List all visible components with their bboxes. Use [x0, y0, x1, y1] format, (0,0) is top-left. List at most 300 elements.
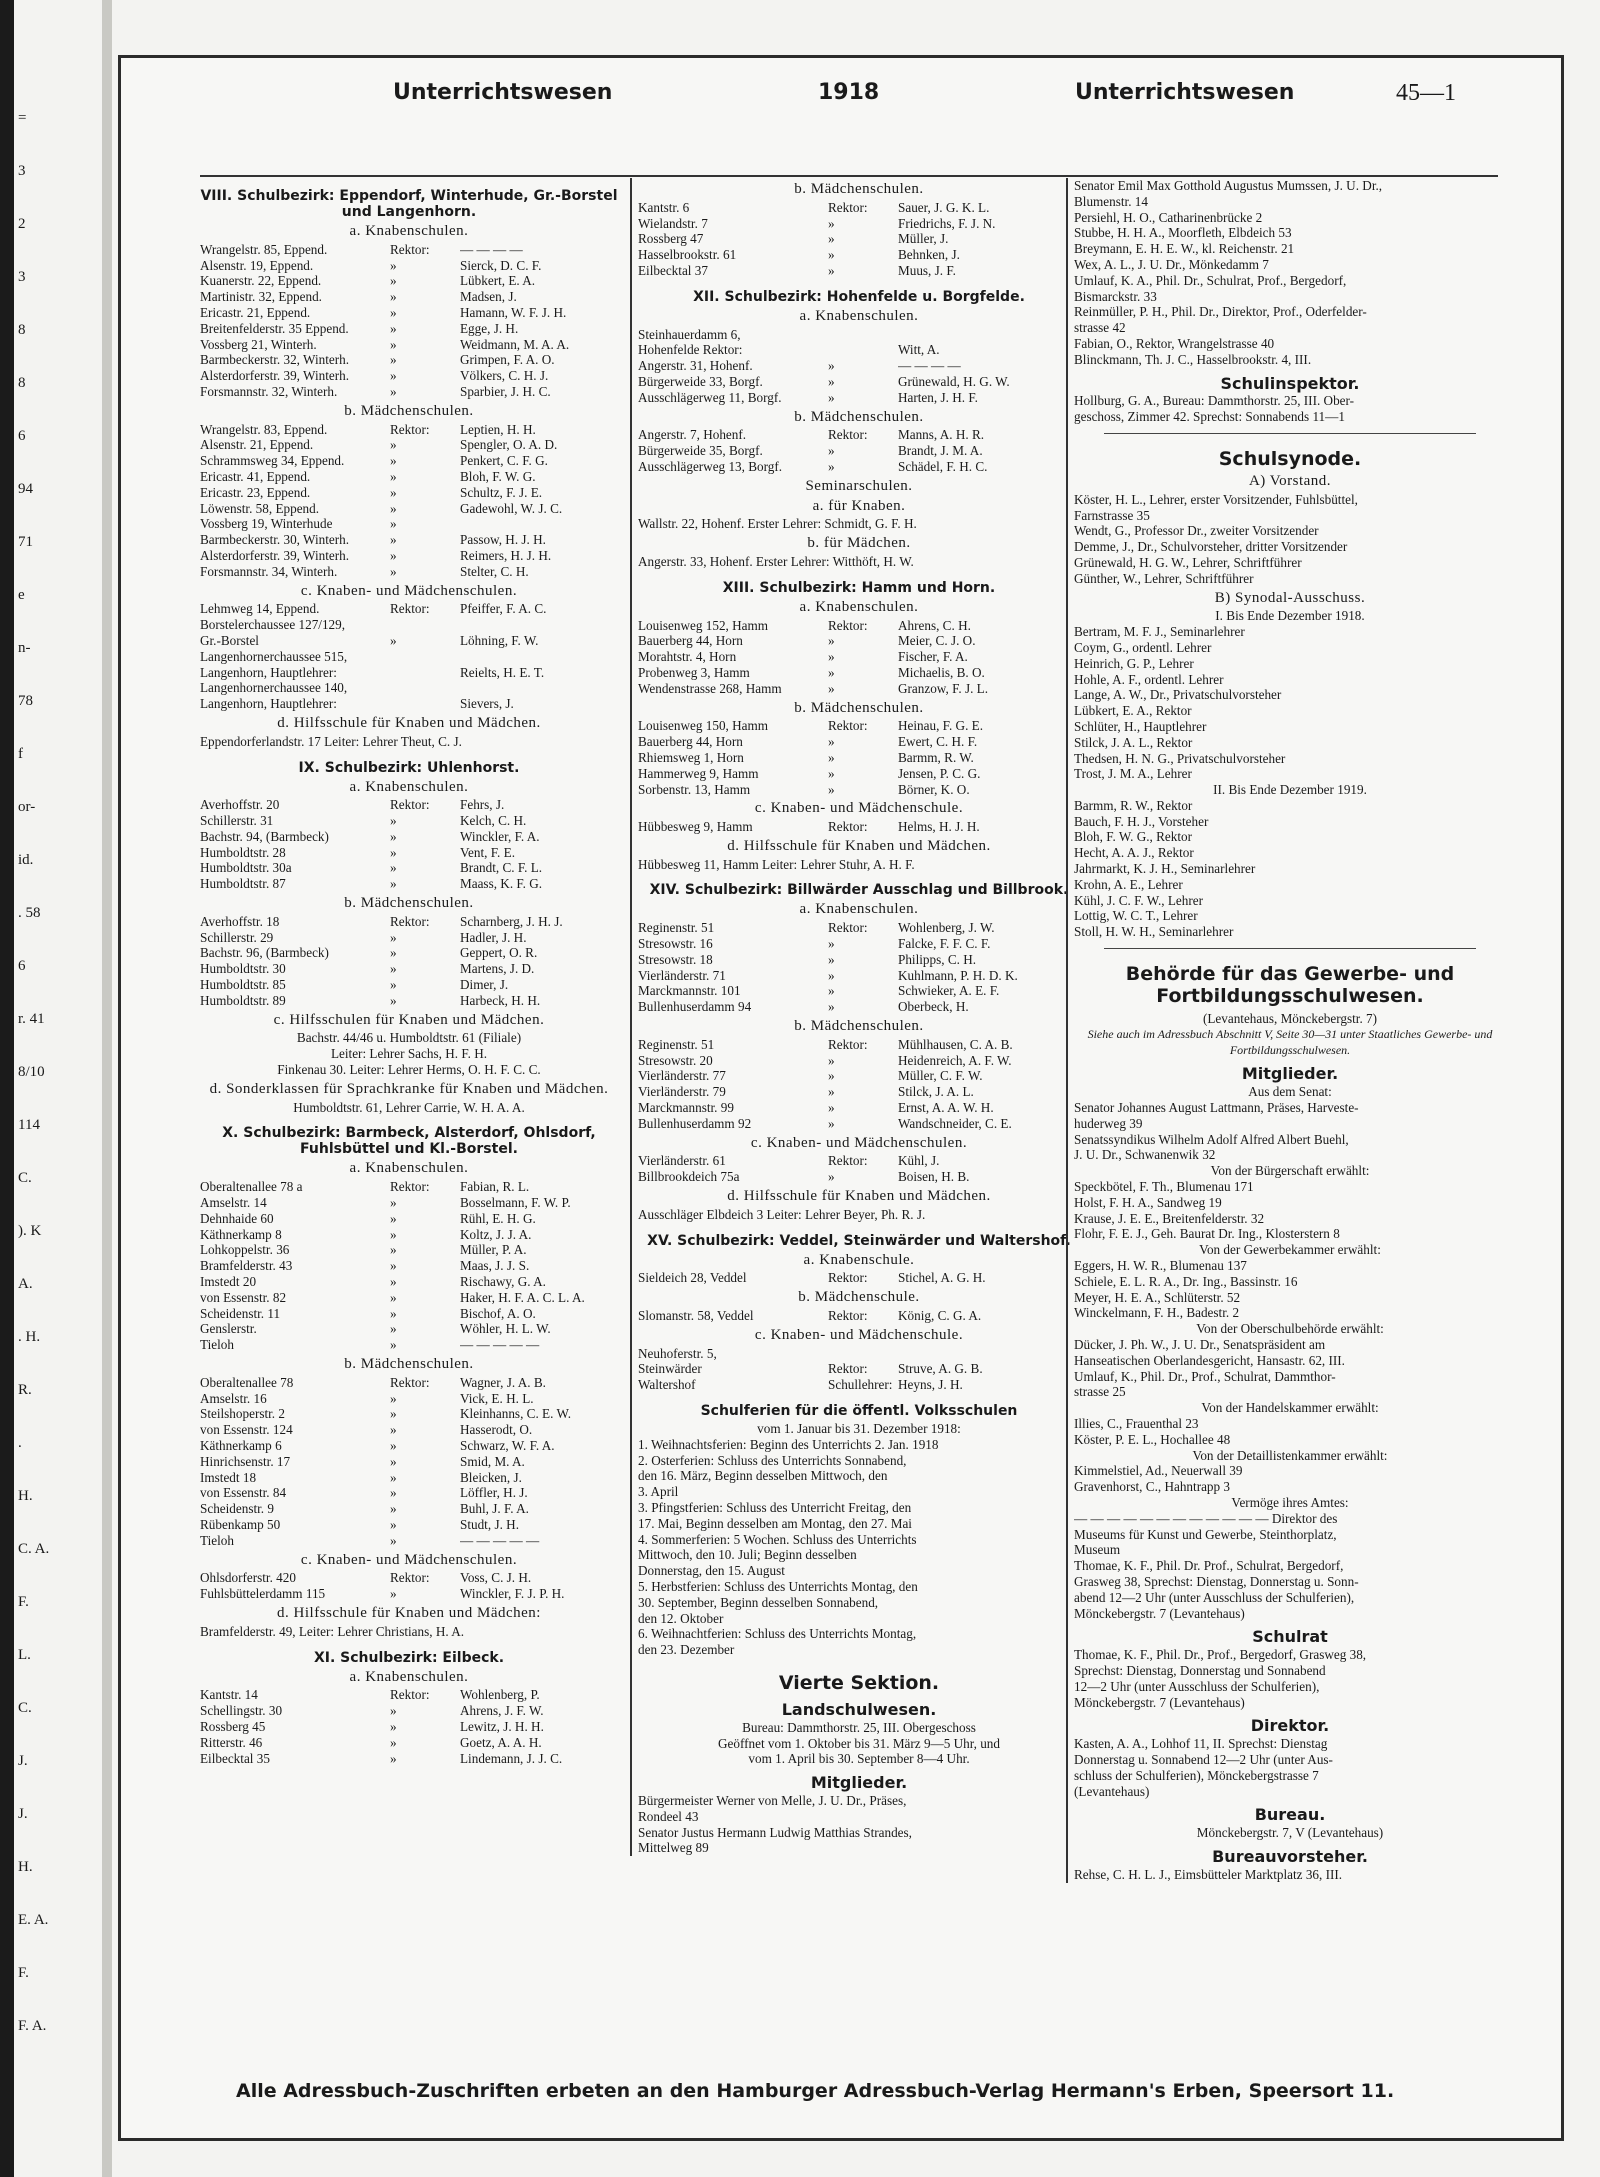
row-address: Sorbenstr. 13, Hamm: [638, 781, 751, 797]
text-line: Steinhauerdamm 6,: [638, 326, 741, 342]
row-name: Lübkert, E. A.: [460, 273, 536, 289]
row-role: »: [828, 389, 835, 405]
subheading: b. Mädchenschulen.: [344, 1356, 474, 1372]
row-role: »: [828, 231, 835, 247]
text-line: Reinmüller, P. H., Phil. Dr., Direktor, Prof., Oderfelder-: [1074, 304, 1367, 320]
row-address: Bullenhuserdamm 92: [638, 1115, 752, 1131]
row-address: Martinistr. 32, Eppend.: [200, 289, 322, 305]
text-line: Umlauf, K. A., Phil. Dr., Schulrat, Prof., Bergedorf,: [1074, 272, 1347, 288]
subheading: b. Mädchenschulen.: [344, 402, 474, 419]
text-line: Winckelmann, F. H., Badestr. 2: [1074, 1305, 1240, 1321]
previous-page-text: 114: [18, 1117, 40, 1133]
directory-row: [200, 1570, 618, 1586]
text-line: Jahrmarkt, K. J. H., Seminarlehrer: [1074, 861, 1256, 877]
row-address: Billbrookdeich 75a: [638, 1169, 740, 1185]
row-role: »: [828, 1115, 835, 1131]
row-role: »: [390, 1703, 397, 1719]
text-line: J. U. Dr., Schwanenwik 32: [1074, 1147, 1216, 1163]
subheading: c. Knaben- und Mädchenschule.: [754, 1326, 964, 1343]
centered-line: Bureau: Dammthorstr. 25, III. Obergeschoss: [742, 1719, 976, 1735]
row-name: Ewert, C. H. F.: [898, 734, 978, 750]
text-line: Mittwoch, den 10. Juli; Beginn desselben: [638, 1547, 857, 1563]
row-name: Harten, J. H. F.: [898, 389, 978, 405]
row-address: Stresowstr. 16: [638, 936, 713, 952]
row-address: Hohenfelde Rektor:: [638, 342, 743, 358]
row-address: Genslerstr.: [200, 1321, 257, 1337]
row-role: »: [828, 373, 835, 389]
row-name: Witt, A.: [898, 342, 940, 358]
centered-line: Von der Handelskammer erwählt:: [1201, 1400, 1379, 1416]
text-line: Krause, J. E. E., Breitenfelderstr. 32: [1074, 1210, 1265, 1226]
row-address: Ausschlägerweg 11, Borgf.: [638, 389, 782, 405]
directory-row: [638, 390, 1080, 406]
row-name: Sauer, J. G. K. L.: [898, 199, 990, 215]
row-address: Angerstr. 31, Hohenf.: [638, 358, 753, 374]
text-line: Hanseatischen Oberlandesgericht, Hansastr. 62, III.: [1074, 1352, 1345, 1368]
directory-row: [200, 532, 618, 548]
row-name: Brandt, C. F. L.: [460, 860, 543, 876]
row-name: Sierck, D. C. F.: [460, 257, 542, 273]
text-line: Coym, G., ordentl. Lehrer: [1074, 639, 1212, 655]
row-address: Kantstr. 14: [200, 1687, 258, 1703]
subheading: a. Knabenschulen.: [349, 1668, 469, 1685]
text-line: Köster, H. L., Lehrer, erster Vorsitzender, Fuhlsbüttel,: [1074, 491, 1358, 507]
row-address: Marckmannstr. 99: [638, 1100, 734, 1116]
row-address: Waltershof: [638, 1377, 696, 1393]
row-address: Ritterstr. 46: [200, 1734, 263, 1750]
directory-row: [638, 1377, 1080, 1393]
text-line: Kimmelstiel, Ad., Neuerwall 39: [1074, 1463, 1243, 1479]
row-name: Koltz, J. J. A.: [460, 1226, 532, 1242]
subheading: a. Knabenschulen.: [799, 307, 919, 324]
row-address: Vossberg 21, Winterh.: [200, 336, 317, 352]
directory-row: [200, 1703, 618, 1719]
row-name: Löffler, H. J.: [460, 1485, 528, 1501]
subheading: B) Synodal-Ausschuss.: [1214, 589, 1366, 606]
directory-row: [638, 819, 1080, 835]
text-line: Trost, J. M. A., Lehrer: [1074, 766, 1192, 782]
row-role: »: [828, 1068, 835, 1084]
row-role: Rektor:: [390, 1374, 430, 1390]
text-line: Grünewald, H. G. W., Lehrer, Schriftführer: [1074, 554, 1302, 570]
row-name: Hadler, J. H.: [460, 929, 527, 945]
row-name: Winckler, F. J. P. H.: [460, 1586, 565, 1602]
row-role: Rektor:: [828, 617, 868, 633]
row-role: »: [390, 1718, 397, 1734]
directory-row: [638, 374, 1080, 390]
row-address: Lohkoppelstr. 36: [200, 1242, 290, 1258]
row-role: »: [390, 632, 397, 648]
section-subtitle: Bureau.: [1254, 1805, 1326, 1825]
row-role: Rektor:: [390, 1687, 430, 1703]
row-name: Harbeck, H. H.: [460, 992, 541, 1008]
previous-page-text: J.: [18, 1753, 28, 1769]
subheading: b. für Mädchen.: [807, 535, 911, 552]
previous-page-text: . 58: [18, 905, 41, 921]
row-name: Kelch, C. H.: [460, 813, 527, 829]
scan-edge: [0, 0, 14, 2177]
directory-row: [200, 242, 618, 258]
row-name: Gadewohl, W. J. C.: [460, 500, 563, 516]
directory-row: [200, 993, 618, 1009]
text-line: Blinckmann, Th. J. C., Hasselbrookstr. 4, III.: [1074, 351, 1312, 367]
text-line: Stubbe, H. H. A., Moorfleth, Elbdeich 53: [1074, 225, 1292, 241]
subheading: a. Knabenschulen.: [349, 223, 469, 239]
directory-row: [638, 1308, 1080, 1324]
row-address: Tieloh: [200, 1532, 234, 1548]
row-address: Humboldtstr. 89: [200, 992, 286, 1008]
row-role: Rektor:: [390, 797, 430, 813]
previous-page-text: J.: [18, 1806, 28, 1822]
district-heading: XIII. Schulbezirk: Hamm und Horn.: [722, 579, 996, 596]
row-address: Bullenhuserdamm 94: [638, 999, 752, 1015]
text-line: (Levantehaus): [1074, 1783, 1150, 1799]
section-subtitle: Direktor.: [1250, 1716, 1330, 1736]
row-name: Bleicken, J.: [460, 1469, 522, 1485]
row-role: »: [390, 977, 397, 993]
directory-row: [200, 337, 618, 353]
row-name: Stilck, J. A. L.: [898, 1084, 974, 1100]
row-role: »: [828, 749, 835, 765]
directory-row: [638, 952, 1080, 968]
directory-row: [200, 469, 618, 485]
text-line: den 16. März, Beginn desselben Mittwoch, den: [638, 1468, 888, 1484]
previous-page-fragment: [14, 50, 105, 2110]
row-address: Hinrichsenstr. 17: [200, 1453, 291, 1469]
directory-row: [200, 1485, 618, 1501]
previous-page-text: C.: [18, 1170, 32, 1186]
text-line: Thomae, K. F., Phil. Dr. Prof., Schulrat, Bergedorf,: [1074, 1558, 1344, 1574]
row-name: König, C. G. A.: [898, 1308, 982, 1324]
previous-page-text: r. 41: [18, 1011, 45, 1027]
previous-page-text: C.: [18, 1700, 32, 1716]
row-address: Alsenstr. 21, Eppend.: [200, 437, 314, 453]
row-role: »: [828, 649, 835, 665]
directory-row: [638, 1100, 1080, 1116]
row-role: »: [390, 500, 397, 516]
text-line: geschoss, Zimmer 42. Sprechst: Sonnabends 11—1: [1074, 409, 1345, 425]
directory-row: [200, 1438, 618, 1454]
directory-row: [200, 1195, 618, 1211]
row-address: Ohlsdorferstr. 420: [200, 1570, 296, 1586]
row-role: [390, 665, 460, 681]
row-role: »: [828, 999, 835, 1015]
directory-row: [200, 1227, 618, 1243]
row-role: »: [828, 781, 835, 797]
text-line: Wex, A. L., J. U. Dr., Mönkedamm 7: [1074, 256, 1269, 272]
directory-row: [200, 1179, 618, 1195]
section-subtitle: Schulrat: [1252, 1627, 1328, 1647]
subheading: c. Knaben- und Mädchenschulen.: [300, 582, 518, 599]
text-line: Langenhornerchaussee 140,: [200, 680, 348, 696]
subheading: d. Sonderklassen für Sprachkranke für Knaben und Mädchen.: [209, 1080, 609, 1097]
row-role: »: [828, 458, 835, 474]
subheading: d. Hilfsschule für Knaben und Mädchen:: [277, 1604, 541, 1621]
row-name: Kühl, J.: [898, 1153, 940, 1169]
previous-page-text: F. A.: [18, 2018, 47, 2034]
row-name: Fischer, F. A.: [898, 649, 968, 665]
directory-row: [638, 936, 1080, 952]
text-line: Flohr, F. E. J., Geh. Baurat Dr. Ing., Klosterstern 8: [1074, 1226, 1340, 1242]
row-name: Müller, P. A.: [460, 1242, 527, 1258]
subheading: d. Hilfsschule für Knaben und Mädchen.: [727, 1188, 991, 1205]
text-line: Schiele, E. L. R. A., Dr. Ing., Bassinstr. 16: [1074, 1273, 1298, 1289]
row-name: Grünewald, H. G. W.: [898, 373, 1010, 389]
centered-line: II. Bis Ende Dezember 1919.: [1213, 782, 1367, 798]
text-line: Köster, P. E. L., Hochallee 48: [1074, 1431, 1231, 1447]
directory-row: [638, 734, 1080, 750]
row-name: Schwarz, W. F. A.: [460, 1437, 555, 1453]
subheading: b. Mädchenschulen.: [794, 1018, 924, 1035]
row-role: [390, 696, 460, 712]
previous-page-text: E. A.: [18, 1912, 49, 1928]
row-name: Leptien, H. H.: [460, 421, 536, 437]
text-line: Demme, J., Dr., Schulvorsteher, dritter Vorsitzender: [1074, 539, 1348, 555]
subheading: A) Vorstand.: [1248, 472, 1332, 489]
row-role: »: [390, 945, 397, 961]
row-address: Tieloh: [200, 1337, 234, 1353]
row-address: Wendenstrasse 268, Hamm: [638, 680, 782, 696]
section-subtitle: Mitglieder.: [810, 1773, 908, 1793]
directory-row: [200, 289, 618, 305]
text-line: Mittelweg 89: [638, 1840, 709, 1856]
row-address: Averhoffstr. 20: [200, 797, 280, 813]
row-role: Rektor:: [828, 427, 868, 443]
text-line: 3. Pfingstferien: Schluss des Unterricht Freitag, den: [638, 1499, 912, 1515]
row-name: — — — — —: [460, 1337, 540, 1353]
directory-row: [638, 718, 1080, 734]
text-line: Senator Emil Max Gotthold Augustus Mumssen, J. U. Dr.,: [1074, 178, 1383, 193]
row-role: [828, 342, 898, 358]
subheading: c. Knaben- und Mädchenschulen.: [300, 1551, 518, 1568]
previous-page-text: 8: [18, 322, 26, 338]
text-line: Lübkert, E. A., Rektor: [1074, 703, 1192, 719]
directory-row: [638, 681, 1080, 697]
directory-row: [200, 1375, 618, 1391]
directory-row: [200, 258, 618, 274]
directory-row: [200, 485, 618, 501]
text-line: Meyer, H. E. A., Schlüterstr. 52: [1074, 1289, 1241, 1305]
row-name: Jensen, P. C. G.: [898, 765, 981, 781]
row-name: Heinau, F. G. E.: [898, 718, 984, 734]
row-name: Kleinhanns, C. E. W.: [460, 1406, 571, 1422]
row-role: »: [390, 532, 397, 548]
directory-row: [200, 384, 618, 400]
row-role: »: [390, 1422, 397, 1438]
row-name: Studt, J. H.: [460, 1516, 519, 1532]
row-name: Dimer, J.: [460, 977, 509, 993]
text-line: Hübbesweg 11, Hamm Leiter: Lehrer Stuhr, A. H. F.: [638, 856, 915, 872]
row-role: »: [390, 1485, 397, 1501]
header-rule: [200, 175, 1498, 177]
row-role: »: [390, 929, 397, 945]
text-line: Bramfelderstr. 49, Leiter: Lehrer Christians, H. A.: [200, 1623, 465, 1639]
row-role: »: [390, 876, 397, 892]
subheading: a. für Knaben.: [812, 497, 906, 514]
row-role: »: [828, 680, 835, 696]
text-line: Mönckebergstr. 7 (Levantehaus): [1074, 1694, 1245, 1710]
text-line: 4. Sommerferien: 5 Wochen. Schluss des Unterrichts: [638, 1531, 917, 1547]
row-role: »: [828, 1052, 835, 1068]
row-address: Steilshoperstr. 2: [200, 1406, 285, 1422]
row-role: »: [828, 215, 835, 231]
previous-page-text: 3: [18, 269, 26, 285]
row-role: Rektor:: [828, 199, 868, 215]
row-name: Müller, J.: [898, 231, 949, 247]
row-address: Rhiemsweg 1, Horn: [638, 749, 744, 765]
text-line: Senator Johannes August Lattmann, Präses, Harveste-: [1074, 1100, 1359, 1116]
text-line: Eppendorferlandstr. 17 Leiter: Lehrer Theut, C. J.: [200, 733, 462, 749]
row-address: Schrammsweg 34, Eppend.: [200, 453, 345, 469]
text-line: 2. Osterferien: Schluss des Unterrichts Sonnabend,: [638, 1452, 907, 1468]
directory-row: [200, 437, 618, 453]
district-heading: XV. Schulbezirk: Veddel, Steinwärder und Waltershof.: [647, 1232, 1071, 1249]
row-name: Ahrens, C. H.: [898, 617, 971, 633]
subheading: d. Hilfsschule für Knaben und Mädchen.: [277, 714, 541, 731]
previous-page-text: 94: [18, 481, 33, 497]
row-role: »: [828, 1169, 835, 1185]
row-role: »: [390, 1258, 397, 1274]
directory-row: [200, 1470, 618, 1486]
text-line: schluss der Schulferien), Mönckebergstrasse 7: [1074, 1767, 1319, 1783]
directory-row: [200, 516, 618, 532]
district-heading: IX. Schulbezirk: Uhlenhorst.: [298, 759, 520, 776]
row-role: »: [390, 336, 397, 352]
text-line: Borstelerchaussee 127/129,: [200, 617, 346, 633]
row-role: »: [390, 352, 397, 368]
row-address: Averhoffstr. 18: [200, 913, 280, 929]
directory-row: [200, 305, 618, 321]
row-name: Mühlhausen, C. A. B.: [898, 1036, 1013, 1052]
district-heading: X. Schulbezirk: Barmbeck, Alsterdorf, Ohlsdorf, Fuhlsbüttel und Kl.-Borstel.: [222, 1125, 596, 1158]
row-name: Fehrs, J.: [460, 797, 505, 813]
directory-row: [200, 1391, 618, 1407]
row-name: Scharnberg, J. H. J.: [460, 913, 563, 929]
text-line: Breymann, E. H. E. W., kl. Reichenstr. 21: [1074, 241, 1295, 257]
section-title: Behörde für das Gewerbe- und Fortbildungsschulwesen.: [1125, 963, 1455, 1008]
directory-row: [638, 247, 1080, 263]
text-line: Stilck, J. A. L., Rektor: [1074, 734, 1193, 750]
directory-row: [638, 216, 1080, 232]
row-address: Lehmweg 14, Eppend.: [200, 601, 320, 617]
previous-page-text: ). K: [18, 1223, 42, 1239]
directory-row: [200, 601, 618, 617]
directory-row: [200, 845, 618, 861]
row-role: »: [390, 1274, 397, 1290]
row-role: »: [828, 967, 835, 983]
text-line: Donnerstag, den 15. August: [638, 1563, 785, 1579]
row-role: »: [390, 468, 397, 484]
row-name: Oberbeck, H.: [898, 999, 969, 1015]
text-line: Hecht, A. A. J., Rektor: [1074, 845, 1194, 861]
row-name: Muus, J. F.: [898, 262, 956, 278]
subheading: a. Knabenschule.: [803, 1251, 915, 1268]
centered-line: Mönckebergstr. 7, V (Levantehaus): [1196, 1825, 1384, 1841]
directory-row: [638, 263, 1080, 279]
row-name: Schädel, F. H. C.: [898, 458, 988, 474]
row-name: Struve, A. G. B.: [898, 1361, 983, 1377]
row-name: Bloh, F. W. G.: [460, 468, 536, 484]
row-address: Kantstr. 6: [638, 199, 690, 215]
row-role: »: [390, 1501, 397, 1517]
subheading: c. Knaben- und Mädchenschulen.: [750, 1134, 968, 1151]
row-name: Buhl, J. F. A.: [460, 1501, 529, 1517]
row-role: »: [390, 1469, 397, 1485]
row-role: »: [390, 383, 397, 399]
previous-page-text: 3: [18, 163, 26, 179]
row-address: Schellingstr. 30: [200, 1703, 283, 1719]
text-line: Bürgermeister Werner von Melle, J. U. Dr., Präses,: [638, 1792, 907, 1808]
row-role: »: [390, 516, 397, 532]
text-line: Kasten, A. A., Lohhof 11, II. Sprechst: Dienstag: [1074, 1736, 1328, 1752]
district-heading: XIV. Schulbezirk: Billwärder Ausschlag und Billbrook.: [649, 882, 1069, 899]
row-role: Rektor:: [390, 421, 430, 437]
text-line: abend 12—2 Uhr (unter Ausschluss der Schulferien),: [1074, 1589, 1355, 1605]
row-address: Slomanstr. 58, Veddel: [638, 1308, 754, 1324]
centered-line: Leiter: Lehrer Sachs, H. F. H.: [330, 1046, 488, 1062]
row-role: »: [828, 358, 835, 374]
text-line: Senatssyndikus Wilhelm Adolf Alfred Albert Buehl,: [1074, 1131, 1349, 1147]
row-role: »: [390, 484, 397, 500]
row-role: »: [390, 860, 397, 876]
directory-row: [200, 273, 618, 289]
directory-row: [200, 945, 618, 961]
directory-row: [638, 1361, 1080, 1377]
text-line: 5. Herbstferien: Schluss des Unterrichts Montag, den: [638, 1578, 918, 1594]
row-role: »: [390, 563, 397, 579]
district-heading: VIII. Schulbezirk: Eppendorf, Winterhude, Gr.-Borstel und Langenhorn.: [200, 188, 618, 220]
row-address: Alsenstr. 19, Eppend.: [200, 257, 314, 273]
directory-row: [638, 618, 1080, 634]
row-address: Vierländerstr. 71: [638, 967, 726, 983]
directory-row: [200, 1306, 618, 1322]
row-role: »: [828, 936, 835, 952]
row-address: Langenhorn, Hauptlehrer:: [200, 696, 337, 712]
text-line: Museums für Kunst und Gewerbe, Steinthorplatz,: [1074, 1526, 1337, 1542]
previous-page-text: or-: [18, 799, 36, 815]
directory-row: [638, 649, 1080, 665]
directory-row: [638, 427, 1080, 443]
previous-page-text: 2: [18, 216, 26, 232]
row-name: Hamann, W. F. J. H.: [460, 304, 567, 320]
text-line: Wendt, G., Professor Dr., zweiter Vorsitzender: [1074, 523, 1319, 539]
row-role: »: [390, 1390, 397, 1406]
text-line: Persiehl, H. O., Catharinenbrücke 2: [1074, 209, 1263, 225]
row-name: Löhning, F. W.: [460, 632, 539, 648]
row-name: Granzow, F. J. L.: [898, 680, 989, 696]
row-address: Ericastr. 21, Eppend.: [200, 304, 311, 320]
text-line: Blumenstr. 14: [1074, 193, 1148, 209]
book-gutter: [102, 0, 112, 2177]
directory-row: [638, 1169, 1080, 1185]
row-name: Kuhlmann, P. H. D. K.: [898, 967, 1018, 983]
row-name: Lindemann, J. J. C.: [460, 1750, 563, 1766]
row-address: Käthnerkamp 6: [200, 1437, 282, 1453]
row-role: Rektor:: [390, 601, 430, 617]
row-name: Spengler, O. A. D.: [460, 437, 558, 453]
row-name: Ernst, A. A. W. H.: [898, 1100, 994, 1116]
row-name: Goetz, A. A. H.: [460, 1734, 542, 1750]
row-role: »: [390, 1453, 397, 1469]
row-name: Passow, H. J. H.: [460, 532, 546, 548]
subheading: Seminarschulen.: [805, 477, 913, 494]
section-rule: [1104, 948, 1476, 949]
row-name: Pfeiffer, F. A. C.: [460, 601, 547, 617]
row-name: Barmm, R. W.: [898, 749, 974, 765]
row-role: »: [390, 1305, 397, 1321]
directory-row: [638, 358, 1080, 374]
centered-line: Vermöge ihres Amtes:: [1231, 1494, 1349, 1510]
